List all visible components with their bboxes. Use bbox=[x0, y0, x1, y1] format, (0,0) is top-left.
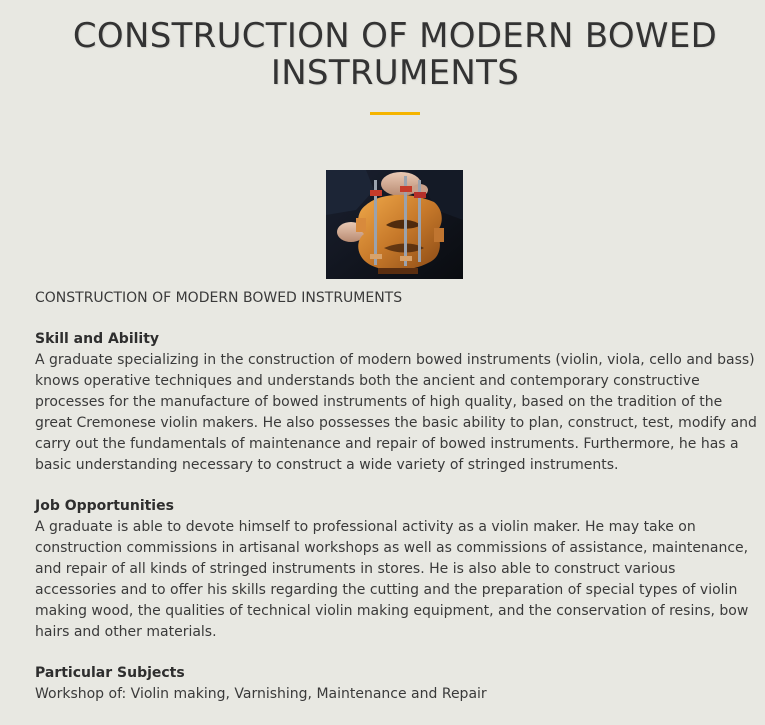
section-body: Workshop of: Violin making, Varnishing, Maintenance and Repair bbox=[35, 686, 487, 702]
section-particular-subjects bbox=[35, 663, 760, 705]
section-body: A graduate is able to devote himself to professional activity as a violin maker. He may take on construction commissions in artisanal workshops as well as commissions of assistance, maintenance, and repair of all kinds of stringed instruments in stores. He is also able to construct various accessories and to offer his skills regarding the cutting and the preparation of special types of violin making wood, the qualities of technical violin making equipment, and the conservation of resins, bow hairs and other materials. bbox=[35, 519, 749, 640]
article-content bbox=[35, 288, 760, 725]
article-subtitle: CONSTRUCTION OF MODERN BOWED INSTRUMENTS bbox=[35, 290, 403, 306]
section-heading: Job Opportunities bbox=[35, 498, 174, 514]
violin-clamp-photo-icon bbox=[326, 170, 463, 279]
section-job-opportunities bbox=[35, 496, 760, 643]
page-title: CONSTRUCTION OF MODERN BOWED INSTRUMENTS bbox=[72, 16, 718, 93]
title-divider bbox=[370, 112, 420, 115]
section-heading: Particular Subjects bbox=[35, 665, 185, 681]
section-body: A graduate specializing in the construction of modern bowed instruments (violin, viola, cello and bass) knows operative techniques and understands both the ancient and contemporary constructive processes for the manufacture of bowed instruments of high quality, based on the tradition of the great Cremonese violin makers. He also possesses the basic ability to plan, construct, test, modify and carry out the fundamentals of maintenance and repair of bowed instruments. Furthermore, he has a basic understanding necessary to construct a wide variety of stringed instruments. bbox=[35, 352, 757, 473]
section-heading: Skill and Ability bbox=[35, 331, 160, 347]
section-skill-and-ability bbox=[35, 329, 760, 476]
